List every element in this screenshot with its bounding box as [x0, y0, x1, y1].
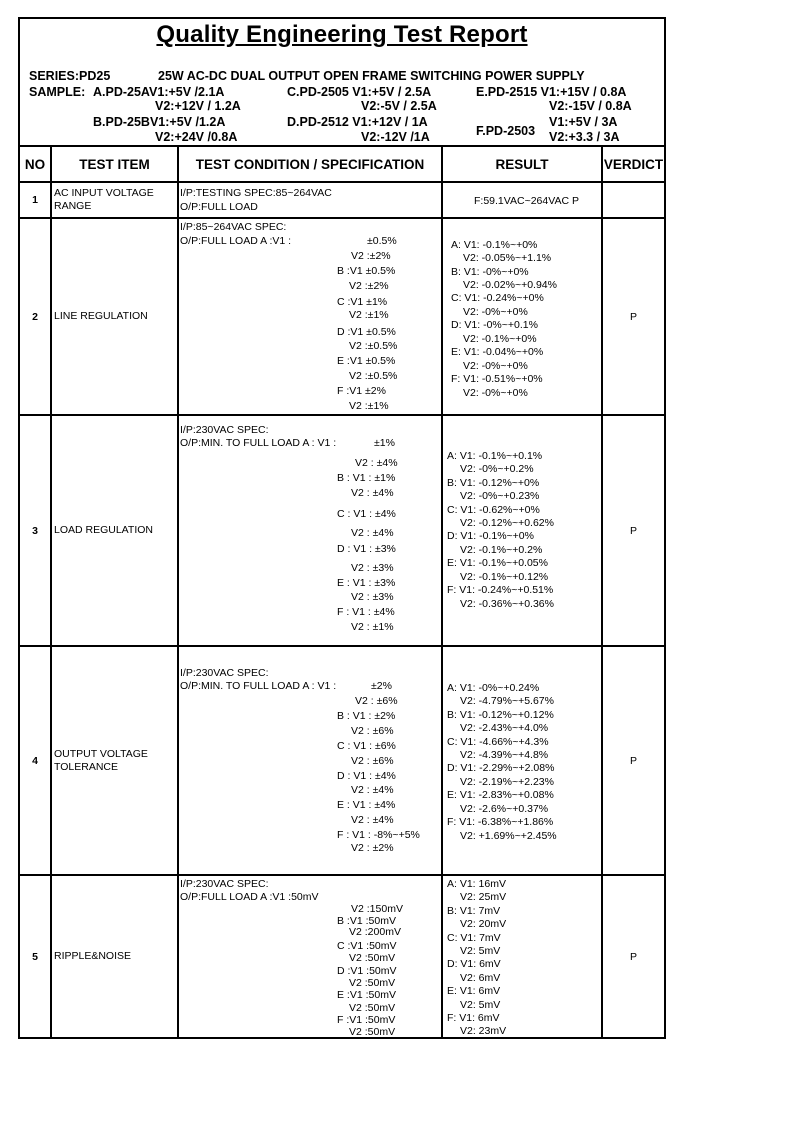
condition-line: V2 : ±2%: [351, 842, 394, 854]
condition-line: D :V1 :50mV: [337, 965, 397, 977]
verdict: P: [602, 875, 665, 1038]
result-line: A: V1: -0%~+0.24%: [447, 682, 540, 694]
report-title: Quality Engineering Test Report: [156, 21, 528, 48]
col-header-result: RESULT: [442, 146, 602, 182]
condition-line: F :V1 :50mV: [337, 1014, 396, 1026]
result-line: B: V1: 7mV: [447, 905, 501, 917]
test-item-line: LOAD REGULATION: [54, 524, 153, 536]
result-line: B: V1: -0.12%~+0%: [447, 477, 540, 489]
test-item-line: AC INPUT VOLTAGE: [54, 187, 154, 199]
condition-line: F :V1 ±2%: [337, 385, 386, 397]
result-line: V2: -0.05%~+1.1%: [463, 252, 552, 264]
result-line: V2: 6mV: [460, 972, 501, 984]
test-item: [51, 218, 178, 415]
result-line: V2: -0%~+0%: [463, 306, 528, 318]
result-line: V2: -2.43%~+4.0%: [460, 722, 549, 734]
result-line: A: V1: -0.1%~+0%: [451, 239, 538, 251]
condition-line: V2 : ±6%: [351, 725, 394, 737]
verdict: P: [602, 218, 665, 415]
result-line: V2: 20mV: [460, 918, 507, 930]
result-line: D: V1: -0%~+0.1%: [451, 319, 538, 331]
condition-line: D : V1 : ±4%: [337, 770, 396, 782]
condition-line: V2 : ±4%: [351, 784, 394, 796]
col-header-no: NO: [19, 146, 51, 182]
model-d-line2: V2:-12V /1A: [361, 130, 430, 144]
condition-line: V2 :50mV: [349, 977, 396, 989]
table-row: [19, 182, 665, 218]
condition-line: O/P:FULL LOAD A :V1 :: [180, 235, 292, 247]
condition-line: V2 :±0.5%: [349, 370, 398, 382]
condition-line: C : V1 : ±4%: [337, 508, 396, 520]
model-e-line2: V2:-15V / 0.8A: [549, 99, 632, 113]
model-a-line1: A.PD-25AV1:+5V /2.1A: [93, 85, 225, 99]
result-line: V2: -0%~+0%: [463, 387, 528, 399]
test-item-line: OUTPUT VOLTAGE: [54, 747, 148, 760]
result-line: F: V1: -0.24%~+0.51%: [447, 584, 554, 596]
model-f-line2: V1:+5V / 3A: [549, 115, 618, 129]
result-line: V2: -0.1%~+0.2%: [460, 544, 543, 556]
row-number: 1: [19, 182, 51, 218]
condition-line: V2 : ±6%: [351, 755, 394, 767]
test-item: [51, 182, 178, 218]
result-line: V2: 5mV: [460, 999, 501, 1011]
test-condition: [178, 182, 442, 218]
table-row: [19, 875, 665, 1038]
condition-line: D : V1 : ±3%: [337, 543, 396, 555]
series-description: 25W AC-DC DUAL OUTPUT OPEN FRAME SWITCHING POWER SUPPLY: [158, 69, 585, 83]
table-row: [19, 218, 665, 415]
result-line: F:59.1VAC~264VAC P: [474, 195, 579, 207]
table-row: [19, 415, 665, 646]
condition-line: E : V1 : ±3%: [337, 577, 396, 589]
test-result: [442, 875, 602, 1038]
test-condition: [178, 218, 442, 415]
condition-line: ±0.5%: [367, 235, 397, 247]
test-result: [442, 646, 602, 875]
condition-line: V2 : ±3%: [351, 562, 394, 574]
condition-line: V2 :±1%: [349, 309, 389, 321]
condition-line: E : V1 : ±4%: [337, 799, 396, 811]
condition-line: C :V1 ±1%: [337, 296, 388, 308]
result-line: E: V1: -2.83%~+0.08%: [447, 789, 554, 801]
col-header-test-item: TEST ITEM: [51, 146, 178, 182]
result-line: F: V1: -6.38%~+1.86%: [447, 816, 554, 828]
result-line: V2: -0%~+0.2%: [460, 463, 534, 475]
test-item: [51, 646, 178, 875]
result-line: A: V1: 16mV: [447, 878, 506, 890]
condition-line: I/P:TESTING SPEC:85~264VAC: [180, 187, 332, 199]
condition-line: V2 :50mV: [349, 1026, 396, 1038]
model-f-line3: V2:+3.3 / 3A: [549, 130, 620, 144]
model-c-line1: C.PD-2505 V1:+5V / 2.5A: [287, 85, 432, 99]
col-header-verdict: VERDICT: [602, 146, 665, 182]
test-table: [18, 145, 666, 1039]
result-line: D: V1: 6mV: [447, 958, 501, 970]
result-line: A: V1: -0.1%~+0.1%: [447, 450, 543, 462]
result-line: B: V1: -0%~+0%: [451, 266, 529, 278]
condition-line: V2 :200mV: [349, 926, 401, 938]
report-header: [18, 17, 666, 147]
condition-line: I/P:230VAC SPEC:: [180, 667, 269, 679]
model-f-line1: F.PD-2503: [476, 124, 536, 138]
row-number: 2: [19, 218, 51, 415]
condition-line: B :V1 ±0.5%: [337, 265, 396, 277]
result-line: V2: -0%~+0.23%: [460, 490, 540, 502]
table-header-row: [19, 146, 665, 182]
test-item-line: RANGE: [54, 200, 92, 212]
result-line: C: V1: -4.66%~+4.3%: [447, 736, 549, 748]
condition-line: V2 :±2%: [349, 280, 389, 292]
condition-line: C : V1 : ±6%: [337, 740, 396, 752]
verdict: P: [602, 415, 665, 646]
condition-line: I/P:85~264VAC SPEC:: [180, 221, 287, 233]
condition-line: E :V1 ±0.5%: [337, 355, 396, 367]
test-item-line: RIPPLE&NOISE: [54, 950, 132, 962]
condition-line: O/P:MIN. TO FULL LOAD A : V1 :: [180, 437, 337, 449]
col-header-condition: TEST CONDITION / SPECIFICATION: [178, 146, 442, 182]
condition-line: D :V1 ±0.5%: [337, 326, 396, 338]
test-item-line: LINE REGULATION: [54, 310, 148, 322]
model-b-line1: B.PD-25BV1:+5V /1.2A: [93, 115, 226, 129]
condition-line: V2 : ±6%: [355, 695, 398, 707]
test-item-line: TOLERANCE: [54, 760, 118, 773]
report-page: [18, 17, 664, 1037]
row-number: 3: [19, 415, 51, 646]
model-e-line1: E.PD-2515 V1:+15V / 0.8A: [476, 85, 627, 99]
result-line: B: V1: -0.12%~+0.12%: [447, 709, 554, 721]
condition-line: ±2%: [371, 680, 392, 692]
result-line: V2: -0.12%~+0.62%: [460, 517, 554, 529]
result-line: V2: -2.19%~+2.23%: [460, 776, 554, 788]
result-line: V2: -0%~+0%: [463, 360, 528, 372]
result-line: C: V1: -0.24%~+0%: [451, 292, 544, 304]
verdict: [602, 182, 665, 218]
test-condition: [178, 875, 442, 1038]
model-b-line2: V2:+24V /0.8A: [155, 130, 238, 144]
test-result: [442, 218, 602, 415]
result-line: V2: -0.36%~+0.36%: [460, 598, 554, 610]
result-line: V2: -2.6%~+0.37%: [460, 803, 549, 815]
condition-line: E :V1 :50mV: [337, 989, 396, 1001]
row-number: 4: [19, 646, 51, 875]
model-c-line2: V2:-5V / 2.5A: [361, 99, 437, 113]
test-item: [51, 875, 178, 1038]
result-line: E: V1: 6mV: [447, 985, 501, 997]
condition-line: V2 : ±4%: [351, 487, 394, 499]
model-d-line1: D.PD-2512 V1:+12V / 1A: [287, 115, 428, 129]
condition-line: I/P:230VAC SPEC:: [180, 878, 269, 890]
result-line: C: V1: 7mV: [447, 932, 501, 944]
result-line: V2: -0.02%~+0.94%: [463, 279, 557, 291]
test-result: [442, 182, 602, 218]
result-line: D: V1: -0.1%~+0%: [447, 530, 534, 542]
condition-line: V2 :±2%: [351, 250, 391, 262]
row-number: 5: [19, 875, 51, 1038]
condition-line: B : V1 : ±2%: [337, 710, 396, 722]
condition-line: V2 : ±3%: [351, 591, 394, 603]
condition-line: F : V1 : -8%~+5%: [337, 829, 420, 841]
condition-line: O/P:FULL LOAD A :V1 :50mV: [180, 891, 319, 903]
table-row: [19, 646, 665, 875]
series-label: SERIES:PD25: [29, 69, 111, 83]
condition-line: V2 : ±4%: [351, 814, 394, 826]
condition-line: ±1%: [374, 437, 395, 449]
result-line: V2: 25mV: [460, 891, 507, 903]
sample-label: SAMPLE:: [29, 85, 86, 99]
test-result: [442, 415, 602, 646]
condition-line: V2 :±0.5%: [349, 340, 398, 352]
condition-line: V2 :50mV: [349, 1002, 396, 1014]
condition-line: B :V1 :50mV: [337, 915, 396, 927]
condition-line: V2 :150mV: [351, 903, 403, 915]
condition-line: B : V1 : ±1%: [337, 472, 396, 484]
test-item: [51, 415, 178, 646]
result-line: E: V1: -0.04%~+0%: [451, 346, 544, 358]
result-line: V2: -4.79%~+5.67%: [460, 695, 554, 707]
condition-line: O/P:FULL LOAD: [180, 201, 258, 213]
condition-line: V2 : ±4%: [351, 527, 394, 539]
result-line: V2: -0.1%~+0%: [463, 333, 537, 345]
result-line: F: V1: 6mV: [447, 1012, 500, 1024]
result-line: V2: -4.39%~+4.8%: [460, 749, 549, 761]
test-condition: [178, 646, 442, 875]
result-line: V2: 23mV: [460, 1025, 507, 1037]
condition-line: V2 : ±1%: [351, 621, 394, 633]
result-line: F: V1: -0.51%~+0%: [451, 373, 543, 385]
condition-line: V2 :±1%: [349, 400, 389, 412]
condition-line: F : V1 : ±4%: [337, 606, 395, 618]
test-condition: [178, 415, 442, 646]
result-line: C: V1: -0.62%~+0%: [447, 504, 540, 516]
model-a-line2: V2:+12V / 1.2A: [155, 99, 241, 113]
result-line: E: V1: -0.1%~+0.05%: [447, 557, 548, 569]
condition-line: V2 : ±4%: [355, 457, 398, 469]
result-line: V2: +1.69%~+2.45%: [460, 830, 557, 842]
condition-line: I/P:230VAC SPEC:: [180, 424, 269, 436]
verdict: P: [602, 646, 665, 875]
condition-line: V2 :50mV: [349, 952, 396, 964]
condition-line: C :V1 :50mV: [337, 940, 397, 952]
condition-line: O/P:MIN. TO FULL LOAD A : V1 :: [180, 680, 337, 692]
result-line: V2: -0.1%~+0.12%: [460, 571, 549, 583]
result-line: D: V1: -2.29%~+2.08%: [447, 762, 555, 774]
result-line: V2: 5mV: [460, 945, 501, 957]
